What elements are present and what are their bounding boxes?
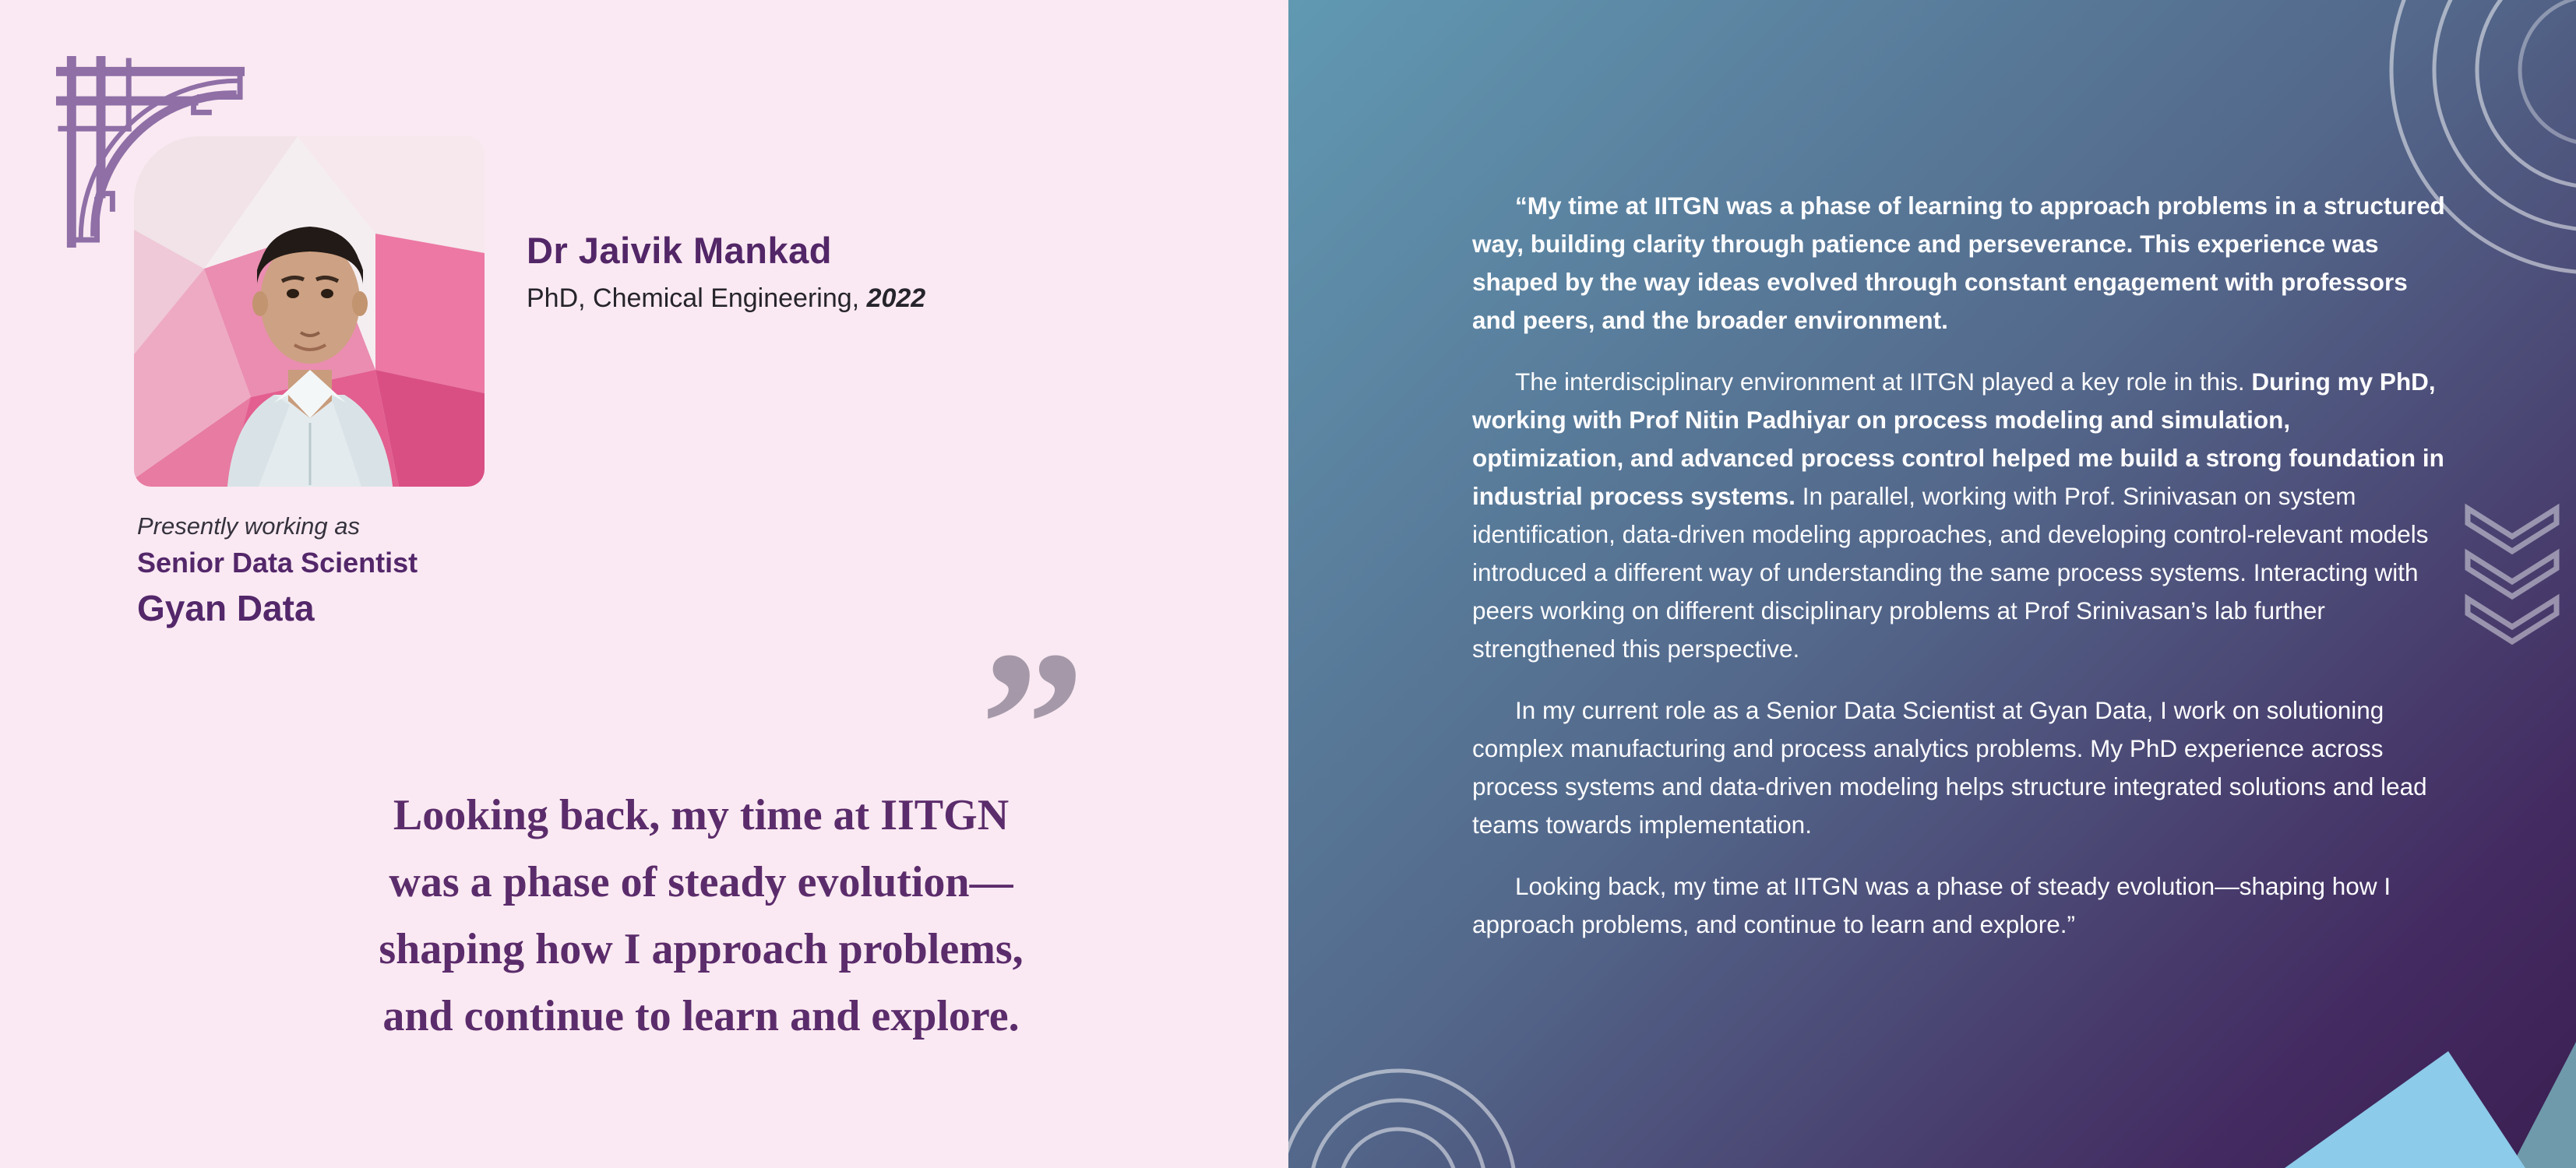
pull-quote-line: and continue to learn and explore. [382, 992, 1020, 1040]
pull-quote-line: was a phase of steady evolution— [389, 858, 1013, 906]
right-panel [1288, 0, 2576, 1168]
profile-photo [134, 136, 485, 487]
degree-line [527, 283, 925, 314]
corner-triangles [2285, 1042, 2576, 1168]
graduation-year: 2022 [866, 283, 926, 313]
testimonial-segment: The interdisciplinary environment at IITGN played a key role in this. [1515, 368, 2252, 396]
pull-quote-line: shaping how I approach problems, [379, 925, 1024, 973]
testimonial-text [1472, 187, 2447, 967]
degree-text: PhD, Chemical Engineering, [527, 283, 860, 313]
testimonial-paragraph: Looking back, my time at IITGN was a phase of steady evolution—shaping how I approach problems, and continue to learn and explore.” [1472, 872, 2391, 938]
testimonial-segment-bold: During my PhD, working with Prof Nitin Padhiyar on process modeling and simulation, optimization, and advanced process control helped me build a strong foundation in industrial process systems. [1472, 368, 2444, 510]
testimonial-paragraph: In my current role as a Senior Data Scientist at Gyan Data, I work on solutioning complex manufacturing and process analytics problems. My PhD experience across process systems and data-driven modeling helps structure integrated solutions and lead teams towards implementation. [1472, 696, 2427, 839]
company-name: Gyan Data [137, 588, 315, 628]
presently-working-label: Presently working as [137, 512, 361, 540]
testimonial-paragraph [1472, 363, 2447, 668]
pull-quote [230, 782, 1172, 1050]
profile-photo-illustration [134, 136, 485, 487]
quote-icon: ” [980, 608, 1085, 841]
chevron-down-icon [2468, 508, 2557, 642]
current-role: Senior Data Scientist [137, 547, 418, 579]
concentric-circles-bottom-icon [1288, 1071, 1515, 1168]
person-name: Dr Jaivik Mankad [527, 230, 833, 271]
testimonial-segment: In parallel, working with Prof. Srinivasan on system identification, data-driven modeling approaches, and developing control-relevant models introduced a different way of understanding the same process systems. Interacting with peers working on different disciplinary problems at Prof Srinivasan’s lab further strengthened this perspective. [1472, 482, 2429, 663]
pull-quote-line: Looking back, my time at IITGN [393, 791, 1010, 839]
testimonial-paragraph: “My time at IITGN was a phase of learning to approach problems in a structured way, building clarity through patience and perseverance. This experience was shaped by the way ideas evolved through constant engagement with professors and peers, and the broader environment. [1472, 192, 2445, 334]
